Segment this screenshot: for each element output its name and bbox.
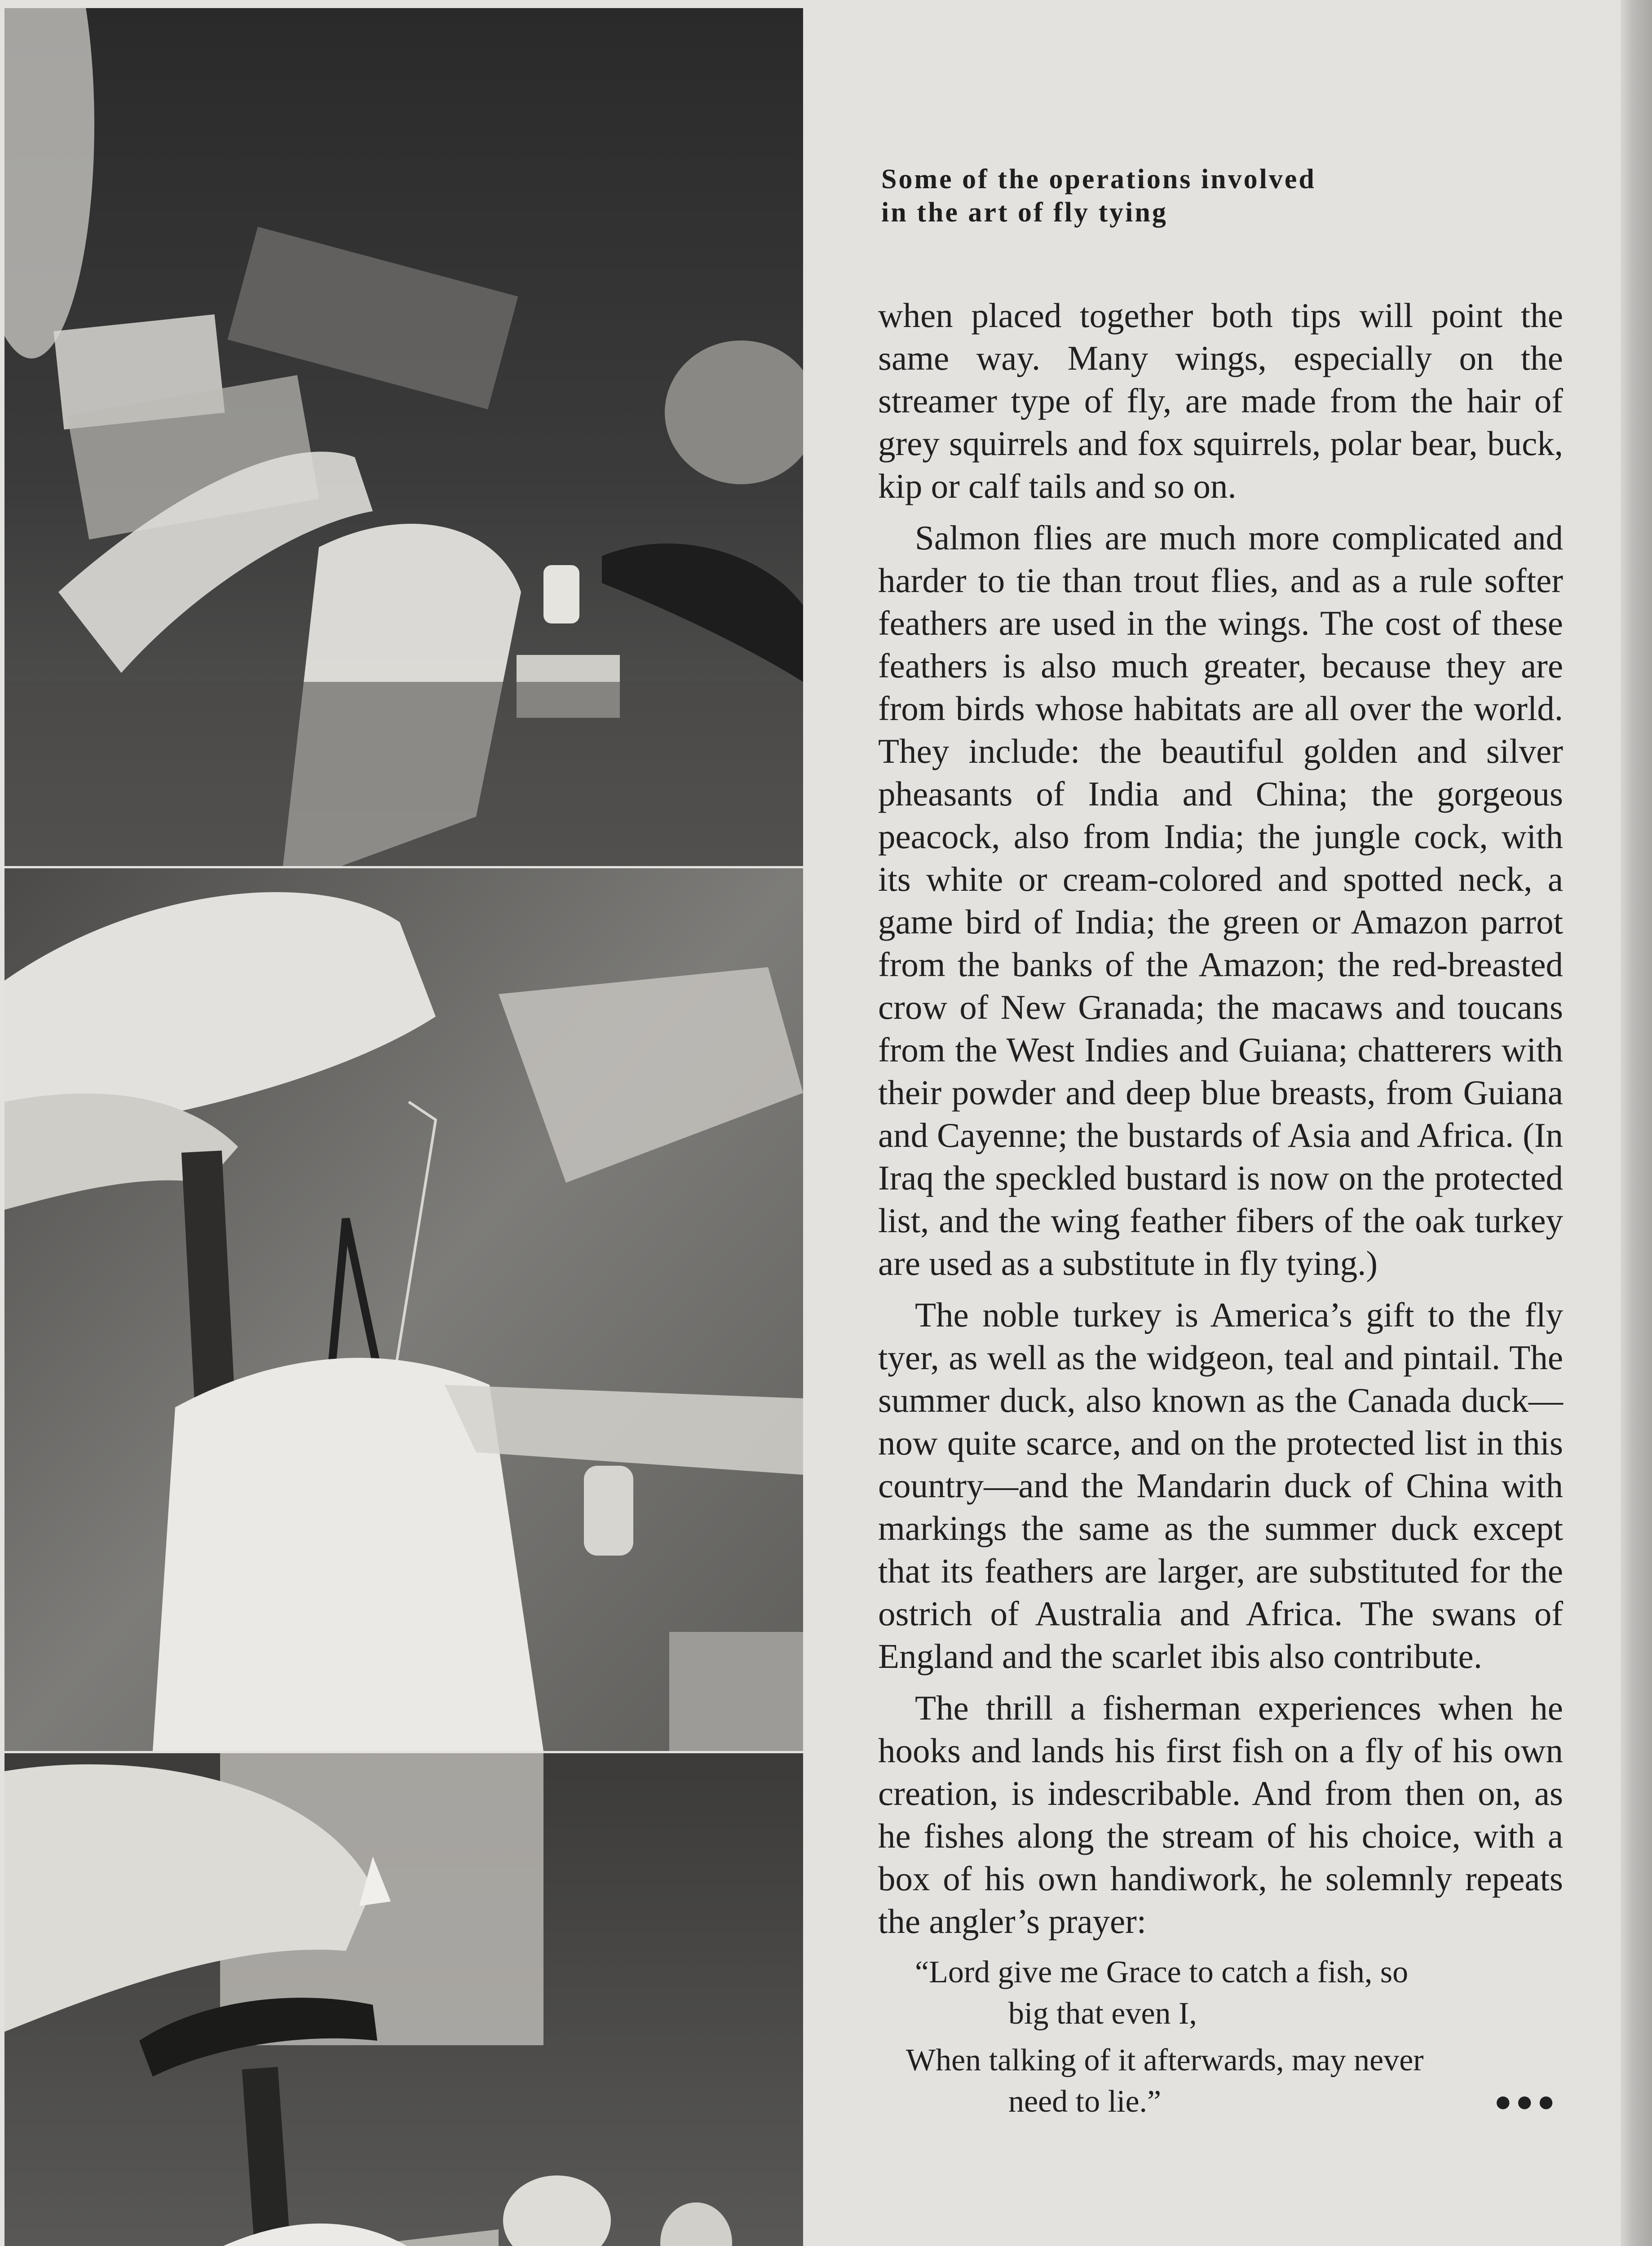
photo-caption <box>881 163 1465 229</box>
paragraph-salmon-flies: Salmon flies are much more complicated and harder to tie than trout flies, and as a rule softer feathers are used in the wings. The cost of these feathers is also much greater, because they are from birds whose habitats are all over the world. They include: the beautiful golden and silver pheasants of India and China; the gorgeous peacock, also from India; the jungle cock, with its white or cream-colored and spotted neck, a game bird of India; the green or Amazon parrot from the banks of the Amazon; the red-breasted crow of New Granada; the macaws and toucans from the West Indies and Guiana; chatterers with their powder and deep blue breasts, from Guiana and Cayenne; the bustards of Asia and Africa. (In Iraq the speckled bustard is now on the protected list, and the wing feather fibers of the oak turkey are used as a substitute in fly tying.) <box>878 518 1563 1282</box>
photo-2-image <box>4 868 803 1751</box>
photo-fly-tying-workbench <box>4 8 803 866</box>
prayer-line-2: When talking of it afterwards, may never <box>906 2043 1424 2078</box>
paragraph-noble-turkey: The noble turkey is America’s gift to the fly tyer, as well as the widgeon, teal and pintail. The summer duck, also known as the Canada duck—now quite scarce, and on the protected list in this country—and the Mandarin duck of China with markings the same as the summer duck except that its feathers are larger, are substituted for the ostrich of Australia and Africa. The swans of England and the scarlet ibis also contribute. <box>878 1295 1563 1676</box>
prayer-line-1-continued: big that even I, <box>1008 1996 1197 2031</box>
article-body <box>878 294 1563 2122</box>
caption-line-2: in the art of fly tying <box>881 197 1168 228</box>
photo-3-image <box>4 1753 803 2246</box>
anglers-prayer <box>878 1952 1563 2122</box>
page-edge-shadow <box>1621 0 1652 2246</box>
photo-finishing-fly <box>4 1753 803 2246</box>
prayer-final-words: need to lie.” <box>1008 2084 1162 2119</box>
photo-column <box>0 8 804 2246</box>
caption-line-1: Some of the operations involved <box>881 164 1316 195</box>
prayer-line-2-continued <box>878 2081 1563 2122</box>
photo-hands-vise-close-up <box>4 868 803 1751</box>
end-of-article-bullets: ●●● <box>1494 2085 1559 2118</box>
photo-1-image <box>4 8 803 866</box>
paragraph-thrill: The thrill a fisherman experiences when he hooks and lands his first fish on a fly of his own creation, is indescribable. And from then on, as he fishes along the stream of his choice, with a box of his own handiwork, he solemnly repeats the angler’s prayer: <box>878 1689 1563 1941</box>
prayer-line-1: “Lord give me Grace to catch a fish, so <box>915 1955 1409 1990</box>
paragraph-wings: when placed together both tips will point the same way. Many wings, especially on the streamer type of fly, are made from the hair of grey squirrels and fox squirrels, polar bear, buck, kip or calf tails and so on. <box>878 296 1563 505</box>
